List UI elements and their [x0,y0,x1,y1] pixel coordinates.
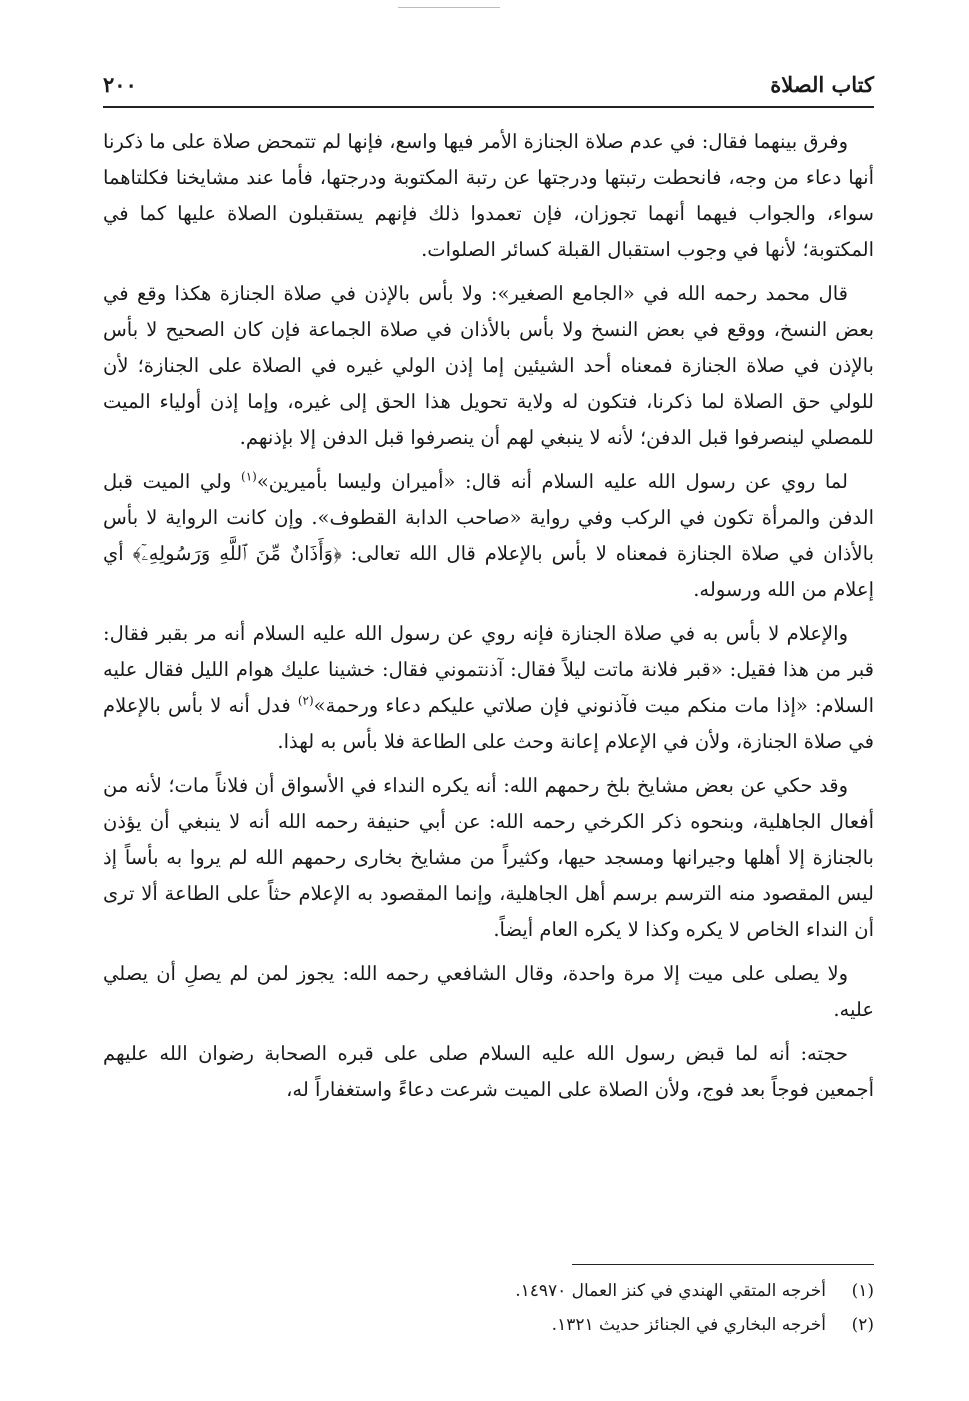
paragraph: ولا يصلى على ميت إلا مرة واحدة، وقال الشافعي رحمه الله: يجوز لمن لم يصلِ أن يصلي عليه. [103,962,874,1021]
header-rule [103,106,874,108]
main-text [103,124,874,1116]
paragraph: حجته: أنه لما قبض رسول الله عليه السلام صلى على قبره الصحابة رضوان الله عليهم أجمعين فوجاً بعد فوج، ولأن الصلاة على الميت شرعت دعاءً واستغفاراً له، [103,1042,874,1101]
page-header [103,66,874,102]
footnote-rule [572,1264,874,1265]
footnote-text: أخرجه المتقي الهندي في كنز العمال ١٤٩٧٠. [515,1281,826,1301]
paragraph: قال محمد رحمه الله في «الجامع الصغير»: ولا بأس بالإذن في صلاة الجنازة هكذا وقع في بعض النسخ، ووقع في بعض النسخ ولا بأس بالأذان في صلاة الجماعة فإن كان الصحيح لا بأس بالإذن في صلاة الجنازة فمعناه أحد الشيئين إما إذن الولي غيره في الصلاة على الجنازة؛ لأن للولي حق الصلاة لما ذكرنا، فتكون له ولاية تحويل هذا الحق إلى غيره، وإما إذن أولياء الميت للمصلي لينصرفوا قبل الدفن؛ لأنه لا ينبغي لهم أن ينصرفوا قبل الدفن إلا بإذنهم. [103,282,874,449]
footnote [103,1308,874,1342]
footnote [103,1274,874,1308]
page-number: ٢٠٠ [103,71,137,97]
footnotes [103,1274,874,1342]
paragraph: وقد حكي عن بعض مشايخ بلخ رحمهم الله: أنه يكره النداء في الأسواق أن فلاناً مات؛ لأنه من أفعال الجاهلية، وبنحوه ذكر الكرخي رحمه الله: عن أبي حنيفة رحمه الله أنه لا ينبغي أن يؤذن بالجنازة إلا أهلها وجيرانها ومسجد حيها، وكثيراً من مشايخ بخارى رحمهم الله لم يروا به بأساً إذ ليس المقصود منه الترسم برسم أهل الجاهلية، وإنما المقصود به الإعلام حثاً على الطاعة ألا ترى أن النداء الخاص لا يكره وكذا لا يكره العام أيضاً. [103,774,874,941]
paragraph: وفرق بينهما فقال: في عدم صلاة الجنازة الأمر فيها واسع، فإنها لم تتمحض صلاة على ما ذكرنا أنها دعاء من وجه، فانحطت رتبتها ودرجتها عن رتبة المكتوبة ودرجتها، فأما عند مشايخنا فكلتاهما سواء، والجواب فيهما أنهما تجوزان، فإن تعمدوا ذلك فإنهم يستقبلون الصلاة عليها كما في المكتوبة؛ لأنها في وجوب استقبال القبلة كسائر الصلوات. [103,130,874,261]
footnote-ref[interactable]: (٢) [297,693,314,708]
footnote-number: (٢) [851,1315,874,1335]
top-divider [398,7,500,8]
footnote-ref[interactable]: (١) [241,469,257,484]
footnote-number: (١) [851,1281,874,1301]
footnote-text: أخرجه البخاري في الجنائز حديث ١٣٢١. [551,1315,826,1335]
paragraph: لما روي عن رسول الله عليه السلام أنه قال: «أميران وليسا بأميرين»$^{(١)}$ ولي الميت قبل الدفن والمرأة تكون في الركب وفي رواية «صاحب الدابة القطوف». وإن كانت الرواية لا بأس بالأذان في صلاة الجنازة فمعناه لا بأس بالإعلام قال الله تعالى: ﴿وَأَذَانٌ مِّنَ ٱللَّهِ وَرَسُولِهِۦٓ﴾ أي إعلام من الله ورسوله. [103,469,874,601]
running-title: كتاب الصلاة [770,71,874,97]
paragraph: والإعلام لا بأس به في صلاة الجنازة فإنه روي عن رسول الله عليه السلام أنه مر بقبر فقال: قبر من هذا فقيل: «قبر فلانة ماتت ليلاً فقال: آذنتموني فقال: خشينا عليك هوام الليل فقال عليه السلام: «إذا مات منكم ميت فآذنوني فإن صلاتي عليكم دعاء ورحمة»$^{(٢)}$ فدل أنه لا بأس بالإعلام في صلاة الجنازة، ولأن في الإعلام إعانة وحث على الطاعة فلا بأس به لهذا. [103,622,874,753]
